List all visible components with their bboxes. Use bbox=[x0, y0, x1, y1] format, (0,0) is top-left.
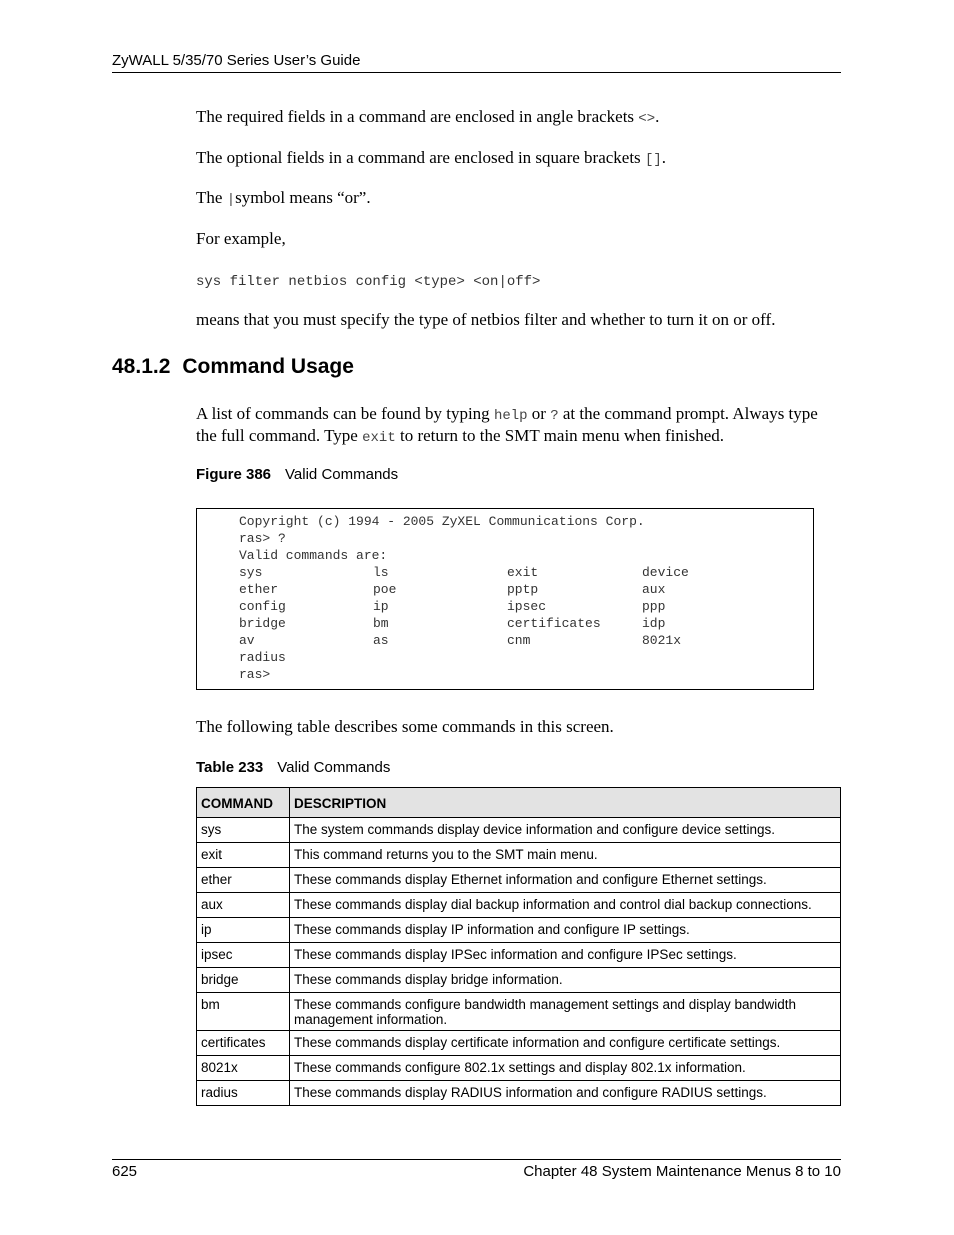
page-number: 625 bbox=[112, 1163, 138, 1180]
paragraph-required-fields: The required fields in a command are enclosed in angle brackets <>. bbox=[196, 107, 660, 127]
description-cell: These commands display dial backup information and control dial backup connections. bbox=[290, 893, 841, 918]
terminal-last-prompt: ras> bbox=[239, 667, 271, 682]
terminal-command: bm bbox=[373, 616, 389, 631]
table-row bbox=[197, 943, 841, 968]
column-header-command: COMMAND bbox=[197, 788, 290, 818]
terminal-command: idp bbox=[642, 616, 666, 631]
table-row bbox=[197, 868, 841, 893]
command-cell: certificates bbox=[197, 1031, 290, 1056]
command-cell: sys bbox=[197, 818, 290, 843]
table-row bbox=[197, 993, 841, 1031]
terminal-command: ether bbox=[239, 582, 279, 597]
command-cell: exit bbox=[197, 843, 290, 868]
terminal-command: exit bbox=[507, 565, 539, 580]
command-cell: ip bbox=[197, 918, 290, 943]
terminal-command: aux bbox=[642, 582, 666, 597]
description-cell: These commands display IP information and configure IP settings. bbox=[290, 918, 841, 943]
terminal-command: certificates bbox=[507, 616, 601, 631]
commands-table bbox=[196, 787, 841, 1106]
paragraph-example-meaning: means that you must specify the type of netbios filter and whether to turn it on or off. bbox=[196, 310, 776, 329]
terminal-command: poe bbox=[373, 582, 397, 597]
table-row bbox=[197, 893, 841, 918]
table-row bbox=[197, 968, 841, 993]
terminal-command: ppp bbox=[642, 599, 666, 614]
section-title: Command Usage bbox=[182, 355, 354, 378]
description-cell: The system commands display device information and configure device settings. bbox=[290, 818, 841, 843]
table-row bbox=[197, 1056, 841, 1081]
section-heading bbox=[112, 355, 354, 379]
chapter-title: Chapter 48 System Maintenance Menus 8 to 10 bbox=[523, 1163, 841, 1180]
table-caption bbox=[196, 759, 390, 776]
description-cell: These commands display RADIUS information and configure RADIUS settings. bbox=[290, 1081, 841, 1106]
table-row bbox=[197, 1031, 841, 1056]
terminal-command: sys bbox=[239, 565, 263, 580]
terminal-command: pptp bbox=[507, 582, 539, 597]
paragraph-table-intro: The following table describes some commands in this screen. bbox=[196, 717, 614, 736]
command-cell: ether bbox=[197, 868, 290, 893]
terminal-command: 8021x bbox=[642, 633, 682, 648]
terminal-command: radius bbox=[239, 650, 286, 665]
table-row bbox=[197, 818, 841, 843]
command-cell: 8021x bbox=[197, 1056, 290, 1081]
running-footer bbox=[112, 1159, 841, 1180]
terminal-command: as bbox=[373, 633, 389, 648]
terminal-command: bridge bbox=[239, 616, 286, 631]
description-cell: These commands display bridge information. bbox=[290, 968, 841, 993]
table-title: Valid Commands bbox=[277, 759, 391, 776]
terminal-command: ipsec bbox=[507, 599, 547, 614]
description-cell: These commands configure bandwidth management settings and display bandwidth management information. bbox=[290, 993, 841, 1031]
running-header bbox=[112, 52, 841, 73]
table-row bbox=[197, 843, 841, 868]
paragraph-optional-fields: The optional fields in a command are enclosed in square brackets []. bbox=[196, 148, 666, 168]
command-cell: radius bbox=[197, 1081, 290, 1106]
table-row bbox=[197, 918, 841, 943]
section-number: 48.1.2 bbox=[112, 355, 171, 378]
figure-terminal-output bbox=[196, 508, 814, 690]
terminal-command: device bbox=[642, 565, 689, 580]
description-cell: These commands configure 802.1x settings and display 802.1x information. bbox=[290, 1056, 841, 1081]
command-cell: aux bbox=[197, 893, 290, 918]
figure-label: Figure 386 bbox=[196, 466, 272, 483]
terminal-copyright: Copyright (c) 1994 - 2005 ZyXEL Communications Corp. bbox=[239, 514, 645, 529]
table-header-row bbox=[197, 788, 841, 818]
column-header-description: DESCRIPTION bbox=[290, 788, 841, 818]
paragraph-command-list: A list of commands can be found by typing help or ? at the command prompt. Always type the full command. Type exit to return to the SMT main menu when finished. bbox=[196, 404, 818, 446]
table-row bbox=[197, 1081, 841, 1106]
terminal-command: config bbox=[239, 599, 286, 614]
figure-caption bbox=[196, 466, 398, 483]
command-cell: ipsec bbox=[197, 943, 290, 968]
description-cell: These commands display certificate information and configure certificate settings. bbox=[290, 1031, 841, 1056]
paragraph-for-example: For example, bbox=[196, 229, 286, 248]
table-label: Table 233 bbox=[196, 759, 264, 776]
terminal-command: ip bbox=[373, 599, 389, 614]
command-cell: bridge bbox=[197, 968, 290, 993]
description-cell: These commands display Ethernet information and configure Ethernet settings. bbox=[290, 868, 841, 893]
description-cell: This command returns you to the SMT main menu. bbox=[290, 843, 841, 868]
terminal-command: ls bbox=[373, 565, 389, 580]
guide-title: ZyWALL 5/35/70 Series User’s Guide bbox=[112, 52, 361, 69]
figure-title: Valid Commands bbox=[285, 466, 399, 483]
terminal-command: cnm bbox=[507, 633, 531, 648]
terminal-prompt: ras> ? bbox=[239, 531, 286, 546]
description-cell: These commands display IPSec information and configure IPSec settings. bbox=[290, 943, 841, 968]
command-cell: bm bbox=[197, 993, 290, 1031]
terminal-valid-commands: Valid commands are: bbox=[239, 548, 388, 563]
example-command: sys filter netbios config <type> <on|off> bbox=[196, 274, 541, 290]
paragraph-or-symbol: The |symbol means “or”. bbox=[196, 188, 371, 208]
terminal-command: av bbox=[239, 633, 255, 648]
